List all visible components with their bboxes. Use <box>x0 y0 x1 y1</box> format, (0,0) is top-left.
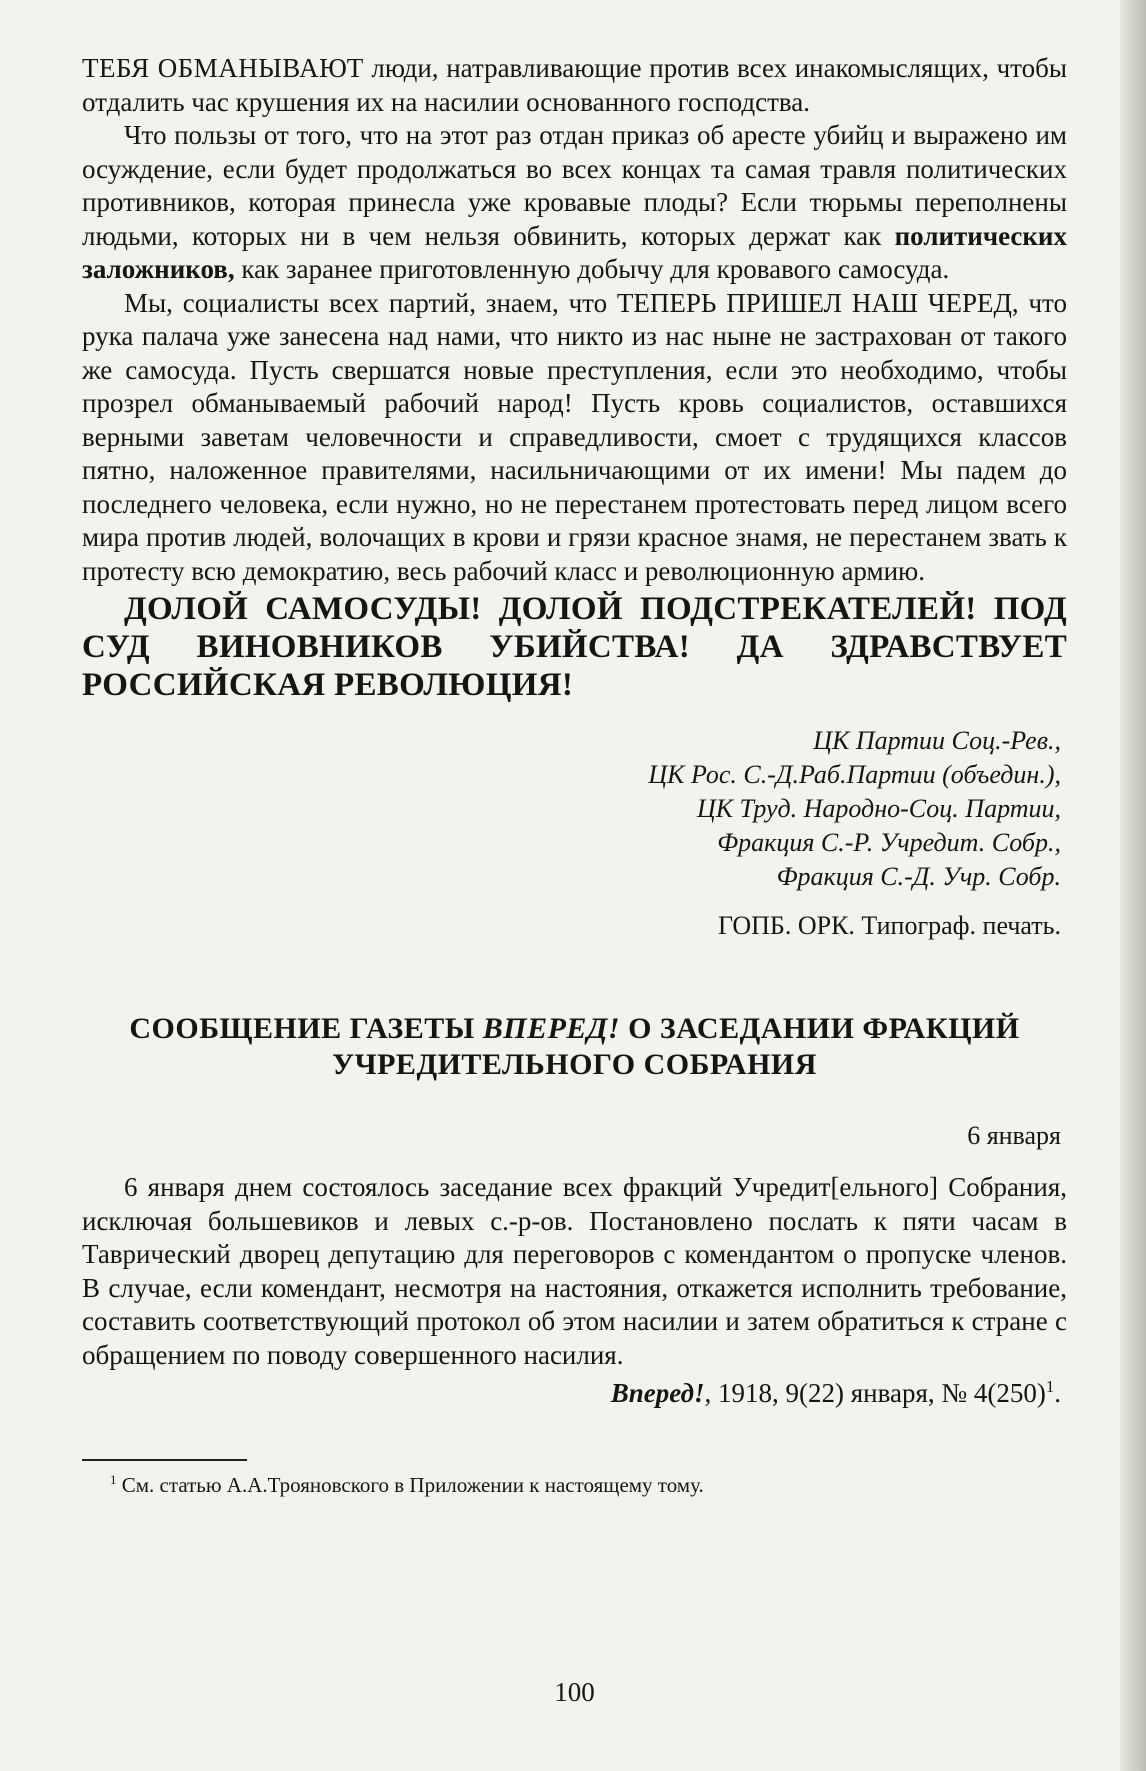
caps-phrase: ТЕБЯ ОБМАНЫВАЮТ <box>82 53 364 83</box>
footnote <box>110 1473 1067 1498</box>
footnote-reference: 1 <box>1045 1377 1055 1396</box>
footnote-text: См. статью А.А.Трояновского в Приложении к настоящему тому. <box>116 1473 704 1497</box>
source-details: , 1918, 9(22) января, № 4(250) <box>704 1378 1046 1408</box>
printer-imprint: ГОПБ. ОРК. Типограф. печать. <box>717 911 1061 940</box>
signature-line: Фракция С.-Д. Учр. Собр. <box>776 862 1061 891</box>
paragraph-2-start: Что пользы от того, что на этот раз отдан приказ об аресте убийц и выражено им осуждение, если будет продолжаться во всех концах та самая травля политических противников, которая принесла уже кровавые плоды? Если тюрьмы переполнены людьми, которых ни в чем нельзя обвинить, которых держат как <box>82 120 1067 251</box>
paragraph-2-end: как заранее приготовленную добычу для кровавого самосуда. <box>234 254 950 284</box>
paragraph-2 <box>82 119 1067 287</box>
signature-line: ЦК Партии Соц.-Рев., <box>813 726 1061 755</box>
heading-part-2: О ЗАСЕДАНИИ ФРАКЦИЙ УЧРЕДИТЕЛЬНОГО СОБРАНИЯ <box>332 1012 1020 1081</box>
page-number: 100 <box>554 1677 595 1707</box>
signature-line: Фракция С.-Р. Учредит. Собр., <box>717 828 1061 857</box>
signature-block <box>82 724 1061 894</box>
signature-line: ЦК Рос. С.-Д.Раб.Партии (объедин.), <box>648 760 1061 789</box>
signature-line: ЦК Труд. Народно-Соц. Партии, <box>697 794 1061 823</box>
paragraph-3: Мы, социалисты всех партий, знаем, что ТЕПЕРЬ ПРИШЕЛ НАШ ЧЕРЕД, что рука палача уже занесена над нами, что никто из нас ныне не застрахован от такого же самосуда. Пусть свершатся новые преступления, если это необходимо, чтобы прозрел обманываемый рабочий народ! Пусть кровь социалистов, оставшихся верными заветам человечности и справедливости, смоет с трудящихся классов пятно, наложенное правителями, насильничающими от их имени! Мы падем до последнего человека, если нужно, но не перестанем протестовать перед лицом всего мира против людей, волочащих в крови и грязи красное знамя, не перестанем звать к протесту всю демократию, весь рабочий класс и революционную армию. <box>82 287 1067 586</box>
heading-newspaper-title: ВПЕРЕД! <box>482 1012 621 1045</box>
source-citation <box>82 1378 1061 1409</box>
section-heading <box>82 1011 1067 1083</box>
date-line: 6 января <box>967 1121 1061 1150</box>
paragraph-1-text: люди, натравливающие против всех инакомыслящих, чтобы отдалить час крушения их на насилии основанного господства. <box>82 53 1067 117</box>
footnote-rule <box>82 1459 247 1461</box>
report-paragraph: 6 января днем состоялось заседание всех фракций Учредит[ельного] Собрания, исключая большевиков и левых с.-р-ов. Постановлено послать к пяти часам в Таврический дворец депутацию для переговоров с комендантом о пропуске членов. В случае, если комендант, несмотря на настояния, откажется исполнить требование, составить соответствующий протокол об этом насилии и затем обратиться к стране с обращением по поводу совершенного насилия. <box>82 1172 1067 1370</box>
source-newspaper-name: Вперед! <box>610 1378 705 1408</box>
heading-part-1: СООБЩЕНИЕ ГАЗЕТЫ <box>129 1012 483 1045</box>
paragraph-1 <box>82 52 1067 119</box>
book-page <box>82 52 1067 1707</box>
slogan: ДОЛОЙ САМОСУДЫ! ДОЛОЙ ПОДСТРЕКАТЕЛЕЙ! ПОД СУД ВИНОВНИКОВ УБИЙСТВА! ДА ЗДРАВСТВУЕТ РОССИЙСКАЯ РЕВОЛЮЦИЯ! <box>82 591 1067 703</box>
footnote-mark: 1 <box>110 1472 117 1487</box>
page-edge-shadow <box>1120 0 1146 1771</box>
source-end: . <box>1054 1378 1061 1408</box>
bold-phrase: политических заложников, <box>82 220 1067 284</box>
